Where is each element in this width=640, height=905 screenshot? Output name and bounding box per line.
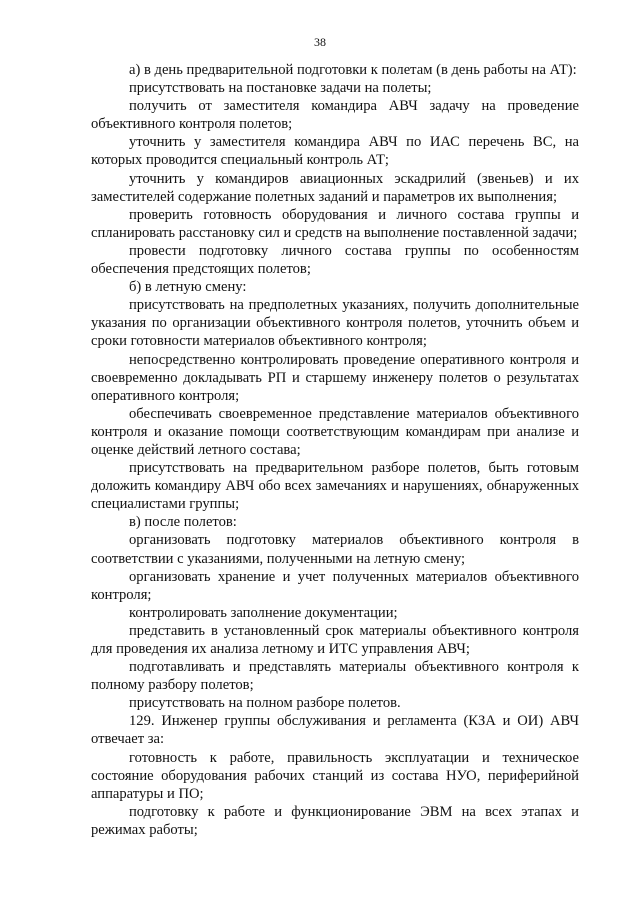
paragraph: контролировать заполнение документации;	[129, 604, 398, 621]
paragraph: а) в день предварительной подготовки к полетам (в день работы на АТ):	[129, 62, 577, 78]
paragraph: организовать подготовку материалов объективного контроля в соответствии с указаниями, полученными на летную смену;	[91, 532, 579, 567]
paragraph: присутствовать на полном разборе полетов.	[129, 695, 401, 712]
paragraph: подготавливать и представлять материалы объективного контроля к полному разбору полетов;	[91, 659, 579, 694]
paragraph: уточнить у командиров авиационных эскадрилий (звеньев) и их заместителей содержание полетных заданий и параметров их выполнения;	[91, 170, 579, 205]
paragraph: провести подготовку личного состава группы по особенностям обеспечения предстоящих полетов;	[91, 242, 579, 278]
paragraph: б) в летную смену:	[129, 279, 247, 296]
paragraph: присутствовать на предполетных указаниях, получить дополнительные указания по организации объективного контроля полетов, уточнить объем и сроки готовности материалов объективного контроля;	[91, 297, 579, 350]
paragraph: уточнить у заместителя командира АВЧ по ИАС перечень ВС, на которых проводится специальный контроль АТ;	[91, 134, 579, 169]
paragraph: организовать хранение и учет полученных материалов объективного контроля;	[91, 568, 579, 603]
paragraph: в) после полетов:	[129, 514, 237, 531]
paragraph: непосредственно контролировать проведение оперативного контроля и своевременно докладывать РП и старшему инженеру полетов о результатах оперативного контроля;	[91, 351, 579, 404]
paragraph: представить в установленный срок материалы объективного контроля для проведения их анализа летному и ИТС управления АВЧ;	[91, 622, 579, 657]
paragraph: готовность к работе, правильность эксплуатации и техническое состояние оборудования рабочих станций из состава НУО, периферийной аппаратуры и ПО;	[91, 749, 579, 802]
paragraph: присутствовать на постановке задачи на полеты;	[129, 80, 432, 97]
paragraph: присутствовать на предварительном разборе полетов, быть готовым доложить командиру АВЧ обо всех замечаниях и нарушениях, обнаруженных специалистами группы;	[91, 460, 579, 513]
paragraph: 129. Инженер группы обслуживания и регламента (КЗА и ОИ) АВЧ отвечает за:	[91, 713, 579, 748]
paragraph: проверить готовность оборудования и личного состава группы и спланировать расстановку сил и средств на выполнение поставленной задачи;	[91, 206, 579, 241]
paragraph: получить от заместителя командира АВЧ задачу на проведение объективного контроля полетов;	[91, 98, 579, 133]
page-number: 38	[314, 35, 326, 49]
paragraph: подготовку к работе и функционирование ЭВМ на всех этапах и режимах работы;	[91, 803, 579, 838]
paragraph: обеспечивать своевременное представление материалов объективного контроля и оказание помощи соответствующим командирам при анализе и оценке действий летного состава;	[91, 405, 579, 458]
page-body	[91, 61, 579, 839]
